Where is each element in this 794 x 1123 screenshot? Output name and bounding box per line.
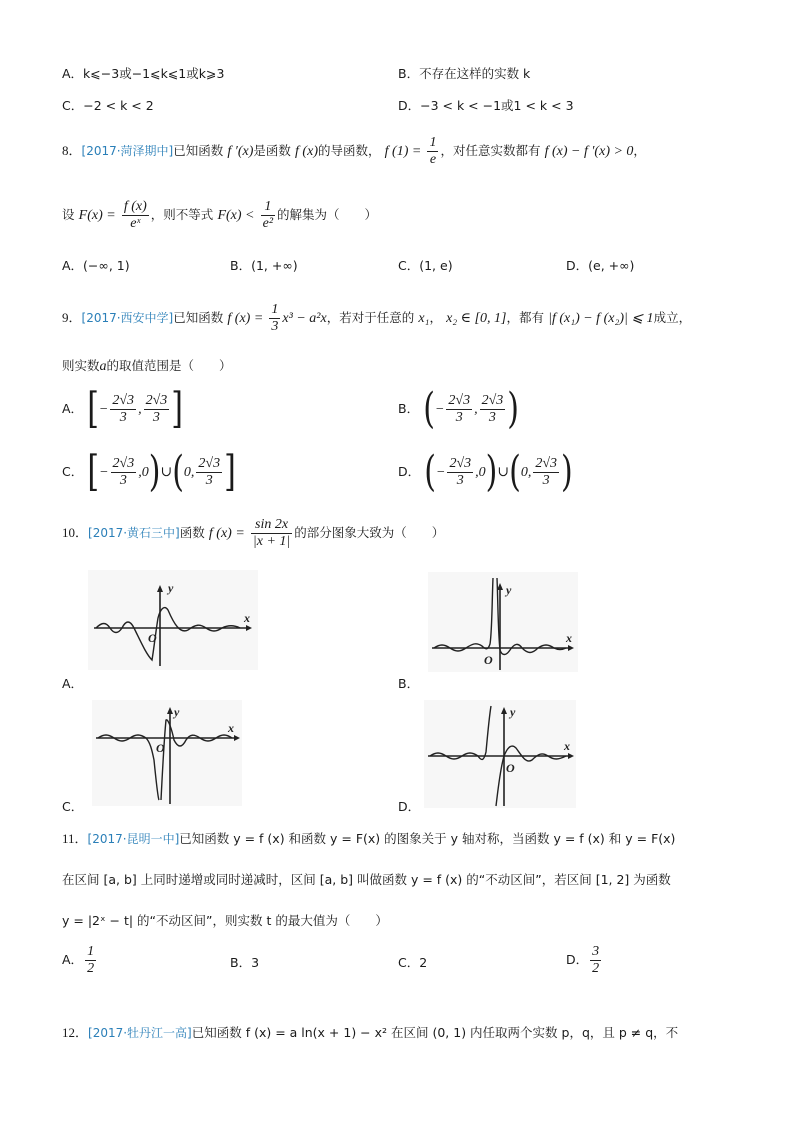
- fraction: $\frac{1}{3}$: [271, 302, 279, 334]
- stem-text: ，: [429, 310, 442, 325]
- question-number: 11．: [62, 831, 88, 846]
- q10-option-a: A．: [62, 676, 84, 691]
- stem-text: 的导函数，: [317, 143, 381, 158]
- math-expr: a: [99, 359, 107, 374]
- bracket: [: [87, 447, 100, 497]
- q10-graph-b: [428, 572, 578, 672]
- bracket: [: [87, 384, 99, 434]
- stem-text: 函数: [179, 525, 205, 540]
- fraction: $\frac{\sin 2x}{|x + 1|}$: [252, 517, 291, 549]
- stem-text: 的解集为（ ）: [277, 207, 378, 222]
- fraction: $\frac{2√3}{3}$: [112, 393, 135, 425]
- axis-label-x: x: [244, 611, 250, 625]
- stem-text: ，对任意实数都有: [440, 143, 541, 158]
- option-label: B．: [398, 401, 420, 416]
- stem-text: 则实数: [62, 358, 100, 373]
- math-expr: |f (x₁) − f (x₂)| ⩽ 1: [548, 311, 654, 326]
- q11-stem-line1: [62, 828, 675, 847]
- stem-text: 是函数: [253, 143, 291, 158]
- fraction: $\frac{3}{2}$: [592, 944, 600, 976]
- option-label: A．: [62, 952, 84, 967]
- fraction: $\frac{f (x)}{\text{eˣ}}$: [123, 199, 147, 231]
- stem-text: 已知函数: [173, 143, 224, 158]
- q10-stem: [62, 512, 444, 555]
- q11-option-a: [62, 940, 98, 981]
- q11-stem-line2: [62, 870, 671, 888]
- origin-label: O: [148, 631, 157, 645]
- math-expr: F(x) =: [78, 208, 116, 223]
- stem-text: ，都有: [506, 310, 544, 325]
- q10-graph-a: [88, 570, 258, 670]
- axis-label-y: y: [506, 583, 512, 597]
- q9-option-b: B． (− $\frac{2√3}{3}$ , $\frac{2√3}{3}$ ): [398, 386, 519, 433]
- option-label: C．: [62, 464, 84, 479]
- q11-stem-line3: [62, 911, 388, 929]
- source-tag: [2017·牡丹江一高]: [88, 1026, 192, 1040]
- axis-label-x: x: [564, 739, 570, 753]
- math-expr: F(x) <: [217, 208, 255, 223]
- stem-text: 的部分图象大致为（ ）: [294, 525, 445, 540]
- bracket: ): [485, 447, 498, 497]
- q7-option-c: C．−2 < k < 2: [62, 98, 154, 113]
- question-number: 10．: [62, 525, 89, 540]
- q7-option-a: A．k⩽−3或−1⩽k⩽1或k⩾3: [62, 66, 225, 81]
- q9-option-d: D． (− $\frac{2√3}{3}$ ,0)∪(0, $\frac{2√3}{3}$ ): [398, 449, 573, 496]
- bracket: ): [507, 384, 519, 434]
- origin-label: O: [506, 761, 515, 775]
- q7-option-d: D．−3 < k < −1或1 < k < 3: [398, 98, 574, 113]
- math-expr: x₂ ∈ [0, 1]: [446, 311, 507, 326]
- math-expr: x³ − a²x: [282, 311, 327, 326]
- q12-stem-line1: [62, 1022, 678, 1041]
- q9-option-a: A． [− $\frac{2√3}{3}$ , $\frac{2√3}{3}$ ]: [62, 386, 183, 433]
- stem-text: 在区间 [a, b] 上同时递增或同时递减时，区间 [a, b] 叫做函数 y = f (x) 的“不动区间”，若区间 [1, 2] 为函数: [62, 872, 671, 887]
- question-number: 12．: [62, 1025, 89, 1040]
- q9-stem-line1: [62, 297, 691, 340]
- math-expr: f ′(x): [227, 144, 254, 159]
- bracket: ): [561, 447, 573, 497]
- fraction: $\frac{1}{\text{e²}}$: [262, 199, 274, 231]
- question-number: 8．: [62, 143, 82, 158]
- bracket: ): [148, 447, 161, 497]
- fraction: $\frac{2√3}{3}$: [448, 393, 471, 425]
- origin-label: O: [156, 741, 165, 755]
- source-tag: [2017·菏泽期中]: [81, 144, 174, 158]
- math-expr: f (1) =: [384, 144, 422, 159]
- bracket: ]: [224, 447, 236, 497]
- bracket: ]: [171, 384, 183, 434]
- q10-graph-c: [92, 700, 242, 806]
- q8-option-a: A．(−∞, 1): [62, 258, 130, 273]
- q8-option-d: D．(e, +∞): [566, 258, 635, 273]
- question-number: 9．: [62, 310, 82, 325]
- fraction: $\frac{2√3}{3}$: [198, 456, 221, 488]
- fraction: $\frac{2√3}{3}$: [145, 393, 168, 425]
- stem-text: ，: [633, 143, 646, 158]
- stem-text: ，则不等式: [150, 207, 214, 222]
- q8-stem-line2: [62, 194, 377, 237]
- q8-option-c: C．(1, e): [398, 258, 453, 273]
- stem-text: 设: [62, 207, 75, 222]
- q10-option-d: D．: [398, 799, 421, 814]
- option-label: A．: [62, 401, 84, 416]
- fraction: $\frac{2√3}{3}$: [481, 393, 504, 425]
- q9-stem-line2: [62, 356, 232, 375]
- q11-option-d: [566, 940, 603, 981]
- bracket: (: [172, 447, 184, 497]
- math-expr: f (x): [295, 144, 318, 159]
- q11-option-b: B．3: [230, 955, 260, 970]
- fraction: $\frac{1}{e}$: [429, 135, 437, 167]
- stem-text: 已知函数 y = f (x) 和函数 y = F(x) 的图象关于 y 轴对称，当函数 y = f (x) 和 y = F(x): [179, 831, 676, 846]
- source-tag: [2017·黄石三中]: [88, 526, 180, 540]
- fraction: $\frac{2√3}{3}$: [449, 456, 472, 488]
- q8-stem-line1: [62, 131, 646, 172]
- math-expr: f (x) =: [227, 311, 264, 326]
- math-expr: f (x) − f ′(x) > 0: [544, 144, 634, 159]
- stem-text: ，若对于任意的: [326, 310, 415, 325]
- source-tag: [2017·昆明一中]: [87, 832, 180, 846]
- axis-label-x: x: [566, 631, 572, 645]
- bracket: (: [509, 447, 521, 497]
- stem-text: 成立，: [653, 310, 692, 325]
- axis-label-y: y: [174, 705, 180, 719]
- axis-label-x: x: [228, 721, 234, 735]
- q7-option-b: B．不存在这样的实数 k: [398, 66, 531, 81]
- axis-label-y: y: [510, 705, 516, 719]
- fraction: $\frac{2√3}{3}$: [535, 456, 557, 488]
- bracket: (: [423, 384, 435, 434]
- q10-option-c: C．: [62, 799, 84, 814]
- stem-text: 的取值范围是（ ）: [106, 358, 232, 373]
- option-label: D．: [566, 952, 589, 967]
- bracket: (: [424, 447, 436, 497]
- math-expr: f (x) =: [208, 526, 245, 541]
- math-expr: x₁: [418, 311, 430, 326]
- fraction: $\frac{2√3}{3}$: [112, 456, 135, 488]
- origin-label: O: [484, 653, 493, 667]
- q8-option-b: B．(1, +∞): [230, 258, 298, 273]
- option-label: D．: [398, 464, 421, 479]
- q11-option-c: C．2: [398, 955, 428, 970]
- stem-text: y = |2ˣ − t| 的“不动区间”，则实数 t 的最大值为（ ）: [62, 913, 388, 928]
- source-tag: [2017·西安中学]: [81, 311, 174, 325]
- stem-text: 已知函数: [173, 310, 224, 325]
- q10-graph-d: [424, 700, 576, 808]
- axis-label-y: y: [168, 581, 174, 595]
- stem-text: 已知函数 f (x) = a ln(x + 1) − x² 在区间 (0, 1) 内任取两个实数 p，q，且 p ≠ q，不: [191, 1025, 679, 1040]
- q10-option-b: B．: [398, 676, 420, 691]
- fraction: $\frac{1}{2}$: [87, 944, 95, 976]
- q9-option-c: C． [− $\frac{2√3}{3}$ ,0)∪(0, $\frac{2√3}{3}$ ]: [62, 449, 236, 496]
